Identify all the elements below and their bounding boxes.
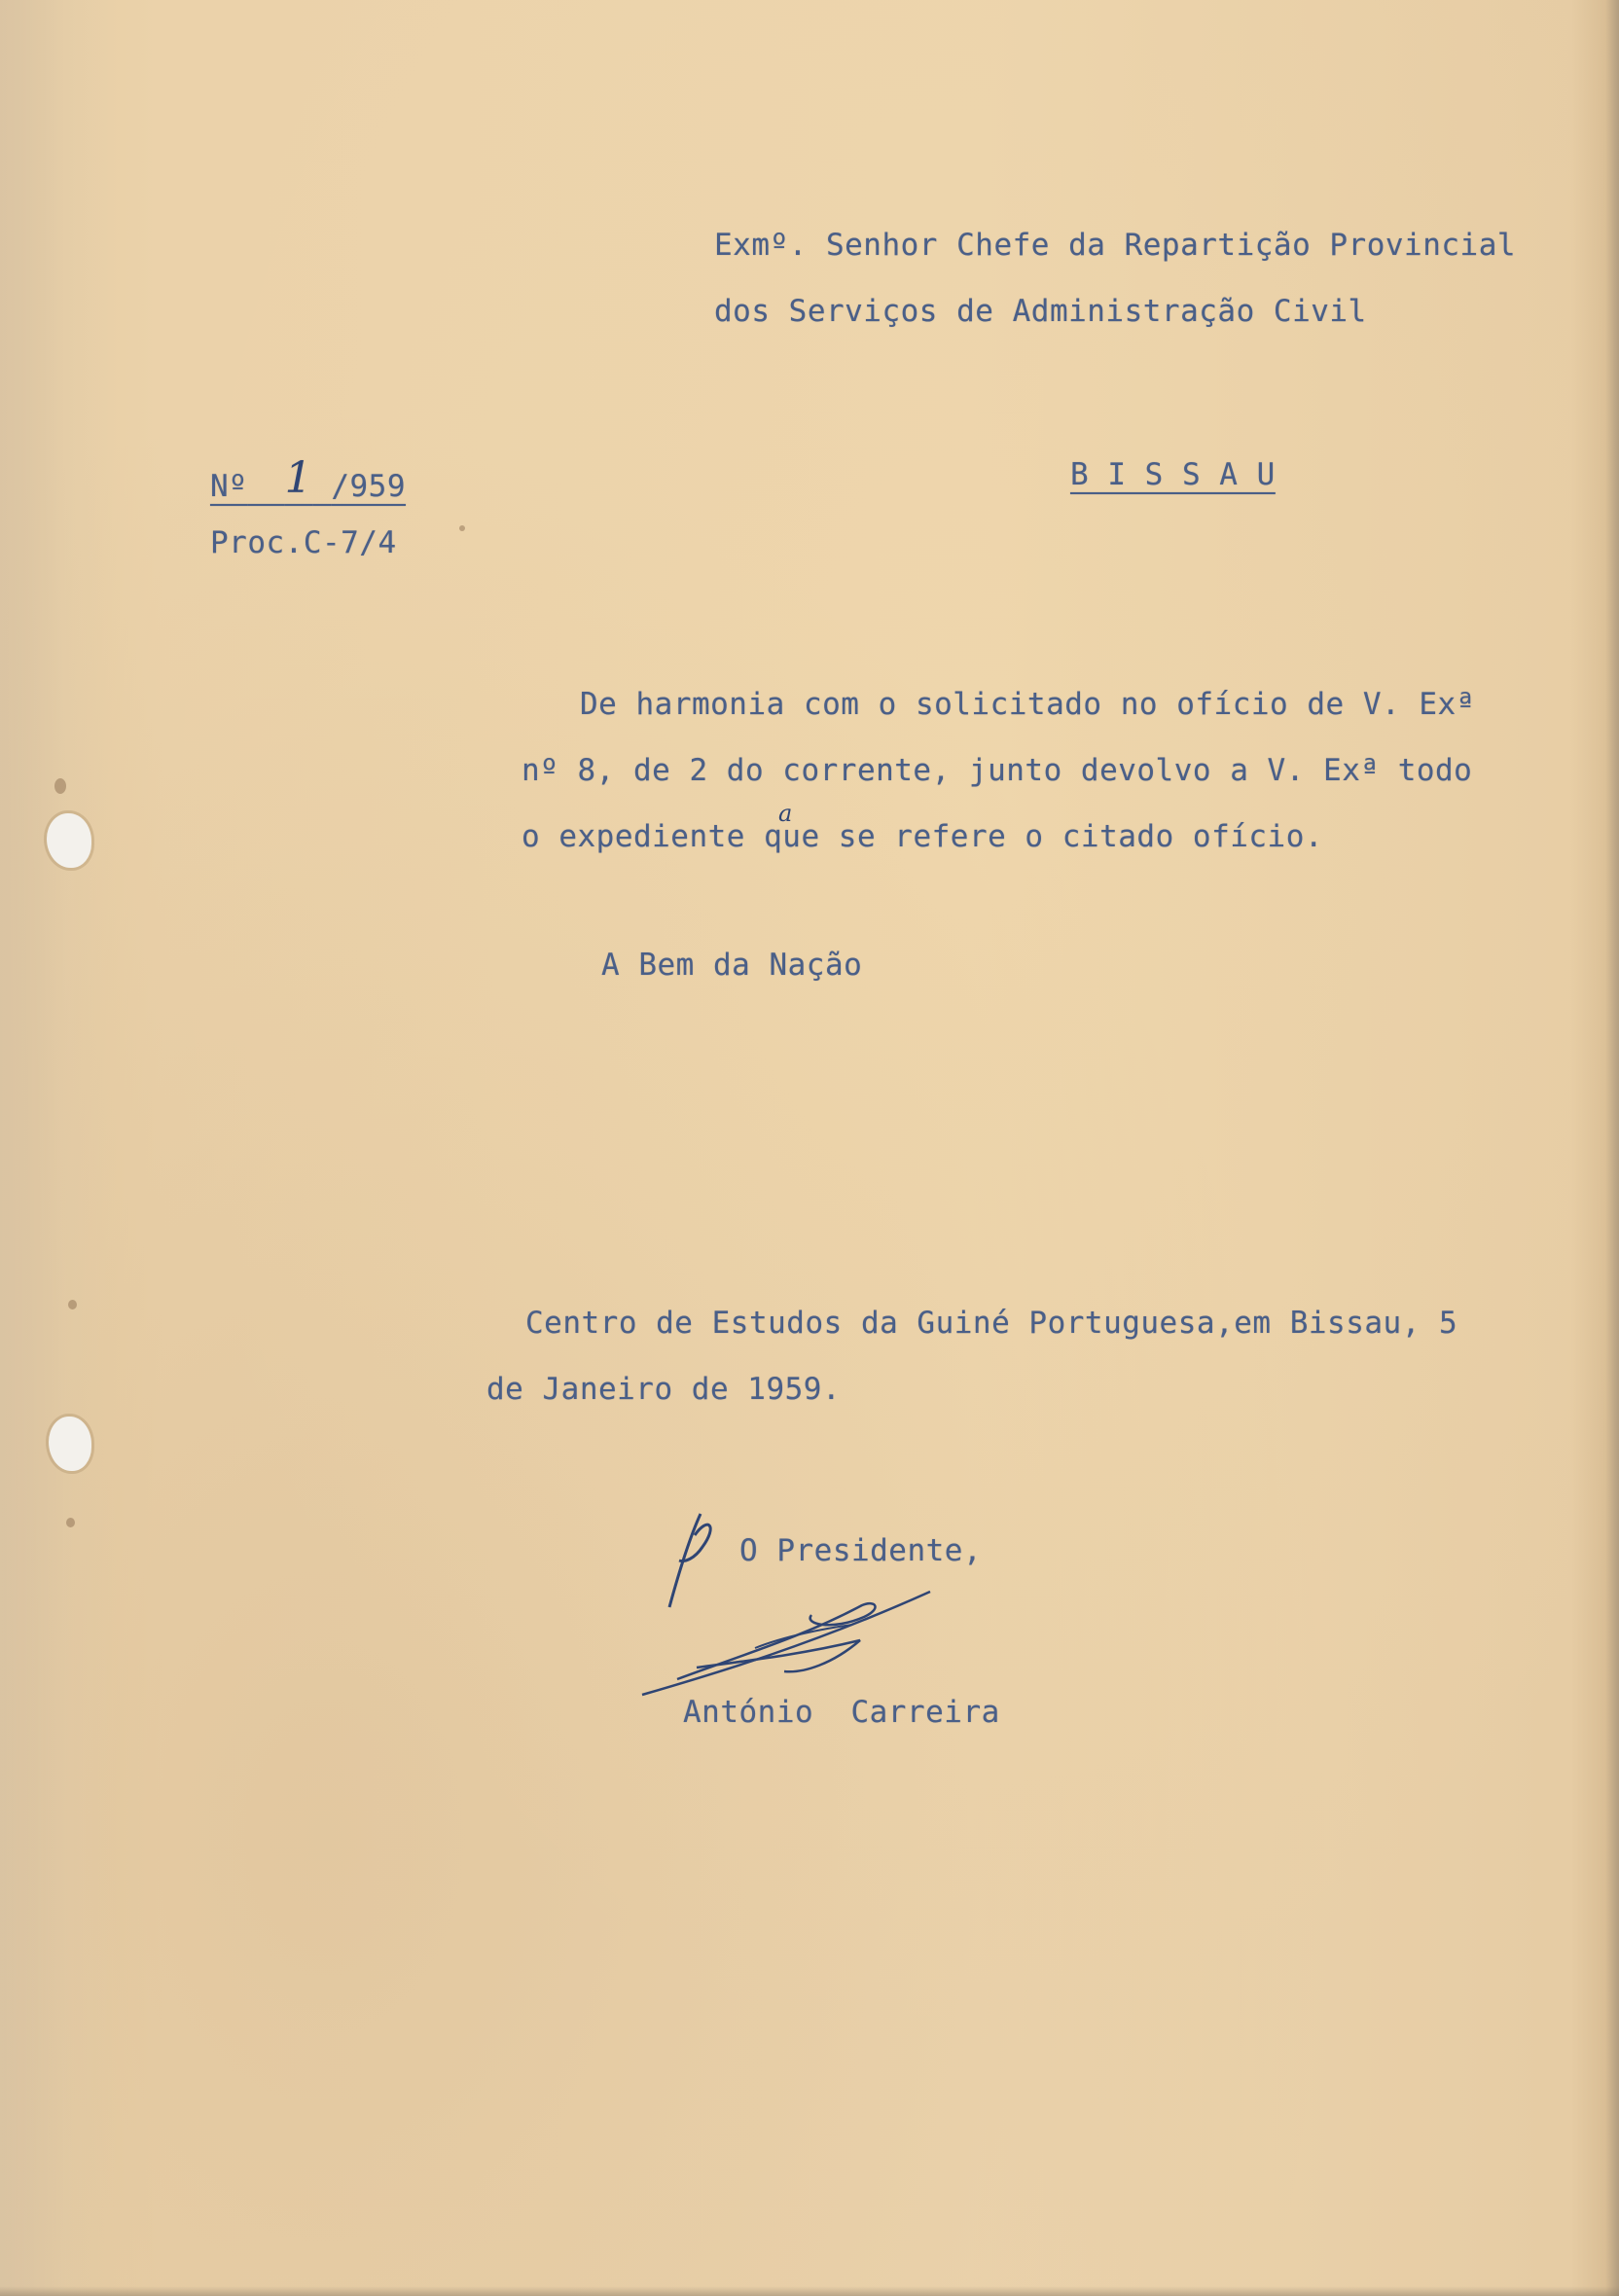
stain-spot: [68, 1300, 77, 1309]
page-edge-bottom: [0, 2286, 1619, 2296]
reference-number: [210, 453, 406, 507]
reference-prefix: Nº: [210, 469, 248, 504]
signature-scribble-icon: [638, 1586, 950, 1703]
binder-margin: [0, 0, 117, 2296]
body-line-2: nº 8, de 2 do corrente, junto devolvo a V. Exª todo: [522, 753, 1473, 788]
closing-salutation: A Bem da Nação: [601, 948, 863, 983]
handwritten-number: 1: [284, 453, 313, 503]
punch-hole-bottom: [49, 1417, 91, 1471]
reference-year: /959: [331, 469, 406, 504]
signatory-name: António Carreira: [683, 1695, 1000, 1730]
addressee-line-1: Exmº. Senhor Chefe da Repartição Provincial: [714, 228, 1517, 263]
location-heading: B I S S A U: [1070, 457, 1276, 492]
body-line-3: [522, 819, 1323, 854]
stain-spot: [66, 1518, 75, 1527]
place-date-line-2: de Janeiro de 1959.: [486, 1372, 842, 1407]
body-line-3-end: que se refere o citado ofício.: [764, 819, 1324, 854]
process-reference: Proc.C-7/4: [210, 525, 397, 560]
page-edge-right: [1605, 0, 1619, 2296]
stain-spot: [459, 525, 465, 531]
addressee-line-2: dos Serviços de Administração Civil: [714, 294, 1367, 329]
stain-spot: [54, 778, 66, 794]
body-line-3-start: o expediente: [522, 819, 745, 854]
body-line-1: De harmonia com o solicitado no ofício de V. Exª: [580, 687, 1475, 722]
place-date-line-1: Centro de Estudos da Guiné Portuguesa,em Bissau, 5: [525, 1306, 1458, 1341]
handwritten-insertion: a: [778, 800, 793, 827]
signatory-role: O Presidente,: [739, 1533, 983, 1568]
punch-hole-top: [47, 813, 91, 868]
